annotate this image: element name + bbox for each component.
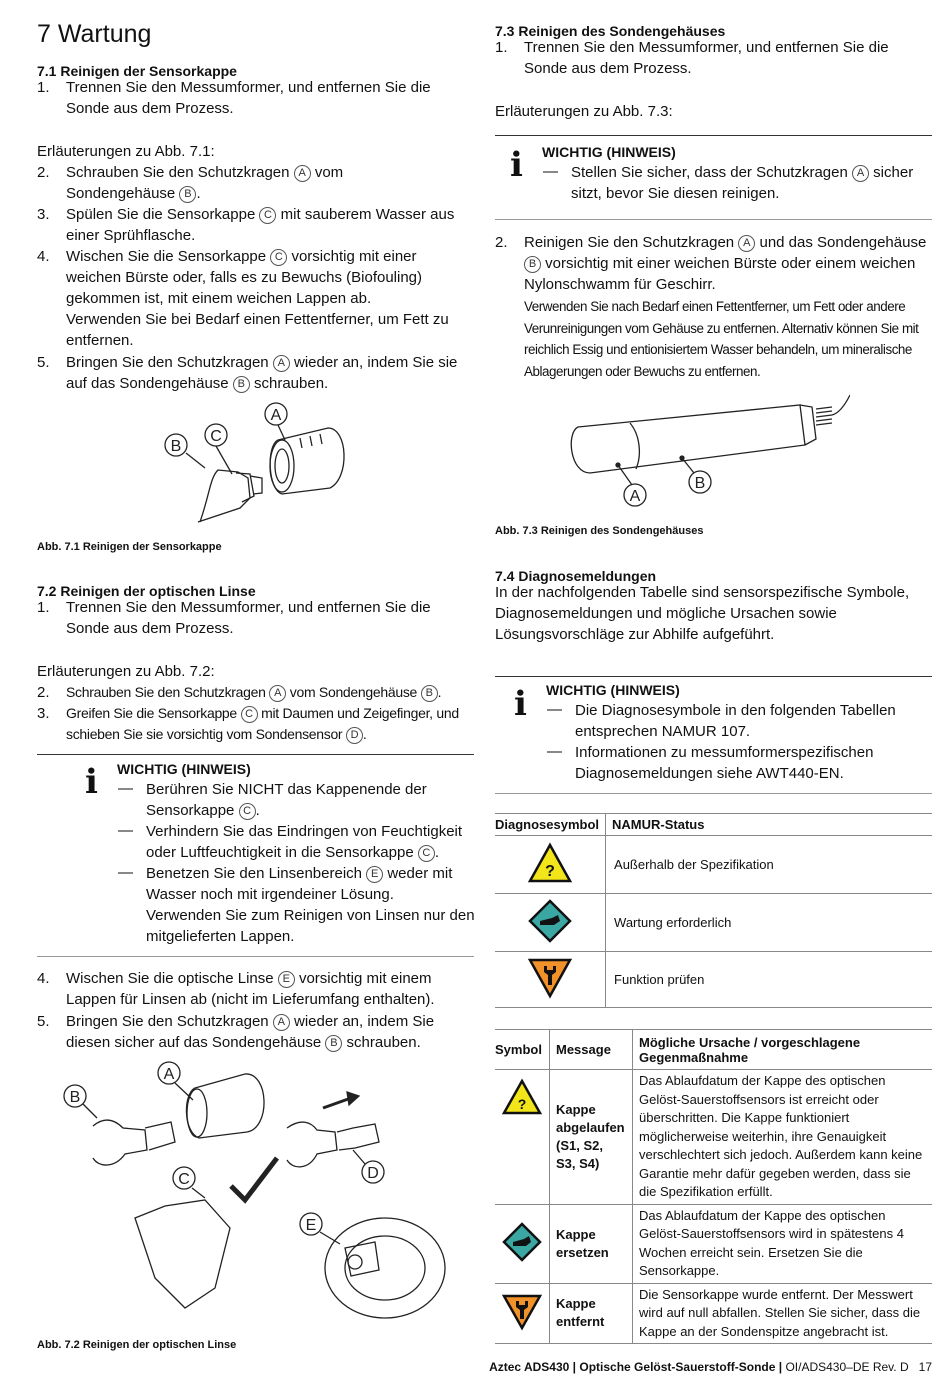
callout-d: D — [346, 727, 363, 744]
s71-step-3: Spülen Sie die Sensorkappe C mit sauberem Wasser aus einer Sprühflasche. — [66, 206, 455, 244]
callout-b: B — [179, 186, 196, 203]
label-c: C — [178, 1171, 190, 1188]
note-rule-bottom — [495, 219, 932, 220]
label-b: B — [69, 1089, 81, 1106]
footer-desc: Optische Gelöst-Sauerstoff-Sonde — [579, 1360, 776, 1374]
callout-a: A — [269, 685, 286, 702]
status-text: Funktion prüfen — [606, 952, 932, 1008]
note-rule-bottom — [37, 956, 474, 957]
section-7-1-title: 7.1 Reinigen der Sensorkappe — [37, 63, 237, 79]
symbol-cell — [495, 952, 606, 1008]
note-rule-bottom — [495, 793, 932, 794]
diag-cause: Das Ablaufdatum der Kappe des optischen Gelöst-Sauerstoffsensors ist erreicht oder überschritten. Die Kappe funktioniert möglicherweise weiterhin, ihre Genauigkeit verschlechtert sich jedoch. Außerdem kann keine Garantie mehr dafür gegeben werden, dass sie die Spezifikation erfüllt. — [633, 1070, 933, 1205]
s71-step-1: Trennen Sie den Messumformer, und entfernen Sie die Sonde aus dem Prozess. — [66, 79, 431, 117]
namur-table — [495, 813, 932, 1008]
figure-7-1 — [150, 398, 370, 528]
callout-e: E — [366, 866, 383, 883]
s73-step-2-note: Verwenden Sie nach Bedarf einen Fettentferner, um Fett oder andere Verunreinigungen vom Gehäuse zu entfernen. Alternativ können Sie mit reichlich Essig und entionisiertem Wasser behandeln, um mineralische Ablagerungen oder Bewuchs zu entfernen. — [524, 299, 919, 379]
maintenance-required-icon — [528, 899, 572, 943]
table-row — [495, 1204, 932, 1283]
s72-intro: Erläuterungen zu Abb. 7.2: — [37, 663, 215, 680]
s73-step-1: Trennen Sie den Messumformer, und entfernen Sie die Sonde aus dem Prozess. — [524, 39, 889, 77]
footer-sep: | — [778, 1360, 783, 1374]
info-icon: i — [514, 684, 527, 724]
callout-a: A — [738, 235, 755, 252]
step-number: 3. — [37, 206, 50, 223]
s71-step-5: Bringen Sie den Schutzkragen A wieder an, indem Sie sie auf das Sondengehäuse B schrauben. — [66, 354, 458, 392]
step-number: 2. — [37, 684, 50, 701]
s71-step-4: Wischen Sie die Sensorkappe C vorsichtig mit einer weichen Bürste oder, falls es zu Bewuchs (Biofouling) gekommen ist, mit einem weichen Lappen ab. Verwenden Sie bei Bedarf einen Fettentferner, um Fett zu entfernen. — [66, 248, 449, 349]
section-7-2-title: 7.2 Reinigen der optischen Linse — [37, 583, 256, 599]
footer-product: Aztec ADS430 — [489, 1360, 570, 1374]
out-of-spec-icon — [502, 1078, 542, 1116]
symbol-cell — [495, 894, 606, 952]
svg-text:?: ? — [545, 863, 555, 880]
note-rule-top — [37, 754, 474, 755]
step-number: 5. — [37, 1013, 50, 1030]
diag-header-message: Message — [550, 1030, 633, 1070]
table-row — [495, 894, 932, 952]
callout-c: C — [239, 803, 256, 820]
label-b: B — [170, 438, 182, 455]
section-7-4-title: 7.4 Diagnosemeldungen — [495, 568, 657, 584]
label-d: D — [367, 1165, 379, 1182]
note-rule-top — [495, 676, 932, 677]
s71-step-2: Schrauben Sie den Schutzkragen A vom Sondengehäuse B . — [66, 164, 344, 202]
table-row — [495, 1070, 932, 1205]
s72-step-2: Schrauben Sie den Schutzkragen A vom Sondengehäuse B . — [66, 684, 442, 700]
symbol-cell — [495, 836, 606, 894]
info-icon: i — [510, 145, 523, 185]
page-number: 17 — [918, 1360, 932, 1374]
callout-e: E — [278, 971, 295, 988]
step-number: 1. — [37, 79, 50, 96]
footer-docid: OI/ADS430–DE Rev. D — [785, 1360, 909, 1374]
page-footer — [489, 1360, 932, 1374]
caption-fig-7-2: Abb. 7.2 Reinigen der optischen Linse — [37, 1339, 237, 1351]
callout-b: B — [325, 1035, 342, 1052]
s73-note-1: Stellen Sie sicher, dass der Schutzkragen A sicher sitzt, bevor Sie diesen reinigen. — [571, 164, 914, 202]
diag-cause: Die Sensorkappe wurde entfernt. Der Messwert wird auf null abfallen. Stellen Sie sicher, dass die Kappe an der Sondenspitze angebracht ist. — [633, 1283, 933, 1344]
dash-bullet: — — [543, 163, 558, 180]
label-b: B — [694, 475, 706, 492]
figure-7-2 — [55, 1058, 455, 1328]
dash-bullet: — — [547, 743, 562, 760]
label-a: A — [270, 407, 282, 424]
function-check-icon — [528, 957, 572, 999]
chapter-title: 7 Wartung — [37, 20, 152, 48]
callout-a: A — [294, 165, 311, 182]
step-number: 2. — [37, 164, 50, 181]
maintenance-required-icon — [502, 1222, 542, 1262]
callout-b: B — [421, 685, 438, 702]
step-number: 1. — [37, 599, 50, 616]
s72-step-1: Trennen Sie den Messumformer, und entfernen Sie die Sonde aus dem Prozess. — [66, 599, 431, 637]
namur-header-symbol: Diagnosesymbol — [495, 814, 606, 836]
footer-sep: | — [572, 1360, 577, 1374]
step-number: 2. — [495, 234, 508, 251]
namur-header-status: NAMUR-Status — [606, 814, 932, 836]
caption-fig-7-3: Abb. 7.3 Reinigen des Sondengehäuses — [495, 525, 704, 537]
s73-intro: Erläuterungen zu Abb. 7.3: — [495, 103, 673, 120]
callout-a: A — [852, 165, 869, 182]
diag-header-symbol: Symbol — [495, 1030, 550, 1070]
diag-header-cause: Mögliche Ursache / vorgeschlagene Gegenmaßnahme — [633, 1030, 933, 1070]
table-row — [495, 836, 932, 894]
status-text: Außerhalb der Spezifikation — [606, 836, 932, 894]
step-number: 4. — [37, 248, 50, 265]
function-check-icon — [502, 1293, 542, 1331]
note-rule-top — [495, 135, 932, 136]
table-row — [495, 952, 932, 1008]
s72-step-5: Bringen Sie den Schutzkragen A wieder an, indem Sie diesen sicher auf das Sondengehäuse B schrauben. — [66, 1013, 435, 1051]
symbol-cell — [495, 1070, 550, 1205]
dash-bullet: — — [547, 701, 562, 718]
label-c: C — [210, 428, 222, 445]
callout-b: B — [233, 376, 250, 393]
callout-a: A — [273, 1014, 290, 1031]
callout-c: C — [241, 706, 258, 723]
s71-intro: Erläuterungen zu Abb. 7.1: — [37, 143, 215, 160]
callout-b: B — [524, 256, 541, 273]
label-a: A — [163, 1066, 175, 1083]
diag-message: Kappe entfernt — [550, 1283, 633, 1344]
dash-bullet: — — [118, 864, 133, 881]
section-7-3-title: 7.3 Reinigen des Sondengehäuses — [495, 23, 726, 39]
status-text: Wartung erforderlich — [606, 894, 932, 952]
s74-intro: In der nachfolgenden Tabelle sind sensorspezifische Symbole, Diagnosemeldungen und mögliche Ursachen sowie Lösungsvorschläge zur Abhilfe aufgeführt. — [495, 584, 910, 643]
step-number: 3. — [37, 705, 50, 722]
s72-step-4: Wischen Sie die optische Linse E vorsichtig mit einem Lappen für Linsen ab (nicht im Lieferumfang enthalten). — [66, 970, 435, 1008]
table-row — [495, 1283, 932, 1344]
note-title: WICHTIG (HINWEIS) — [546, 682, 680, 698]
s74-note-1: Die Diagnosesymbole in den folgenden Tabellen entsprechen NAMUR 107. — [575, 702, 896, 740]
symbol-cell — [495, 1283, 550, 1344]
s72-note-3: Benetzen Sie den Linsenbereich E weder mit Wasser noch mit irgendeiner Lösung. Verwenden Sie zum Reinigen von Linsen nur den mitgelieferten Lappen. — [146, 865, 475, 945]
svg-text:?: ? — [517, 1096, 527, 1112]
s74-note-2: Informationen zu messumformerspezifischen Diagnosemeldungen siehe AWT440-EN. — [575, 744, 874, 782]
note-title: WICHTIG (HINWEIS) — [542, 144, 676, 160]
symbol-cell — [495, 1204, 550, 1283]
step-number: 1. — [495, 39, 508, 56]
s73-step-2: Reinigen Sie den Schutzkragen A und das Sondengehäuse B vorsichtig mit einer weichen Bürste oder einem weichen Nylonschwamm für Geschirr. — [524, 234, 927, 293]
diag-message: Kappe ersetzen — [550, 1204, 633, 1283]
label-e: E — [305, 1217, 317, 1234]
dash-bullet: — — [118, 780, 133, 797]
s72-step-3: Greifen Sie die Sensorkappe C mit Daumen und Zeigefinger, und schieben Sie sie vorsichtig vom Sondensensor D . — [66, 705, 459, 742]
s72-note-2: Verhindern Sie das Eindringen von Feuchtigkeit oder Luftfeuchtigkeit in die Sensorkappe C . — [146, 823, 463, 861]
callout-c: C — [270, 249, 287, 266]
step-number: 5. — [37, 354, 50, 371]
callout-c: C — [259, 207, 276, 224]
figure-7-3 — [560, 385, 850, 510]
dash-bullet: — — [118, 822, 133, 839]
diag-cause: Das Ablaufdatum der Kappe des optischen Gelöst-Sauerstoffsensors wird in spätestens 4 Wochen erreicht sein. Ersetzen Sie die Sensorkappe. — [633, 1204, 933, 1283]
out-of-spec-icon — [528, 842, 572, 884]
note-title: WICHTIG (HINWEIS) — [117, 761, 251, 777]
s72-note-1: Berühren Sie NICHT das Kappenende der Sensorkappe C . — [146, 781, 427, 819]
info-icon: i — [85, 762, 98, 802]
callout-a: A — [273, 355, 290, 372]
label-a: A — [629, 488, 641, 505]
callout-c: C — [418, 845, 435, 862]
diag-message: Kappe abgelaufen (S1, S2, S3, S4) — [550, 1070, 633, 1205]
step-number: 4. — [37, 970, 50, 987]
caption-fig-7-1: Abb. 7.1 Reinigen der Sensorkappe — [37, 541, 222, 553]
diagnosis-table — [495, 1029, 932, 1344]
